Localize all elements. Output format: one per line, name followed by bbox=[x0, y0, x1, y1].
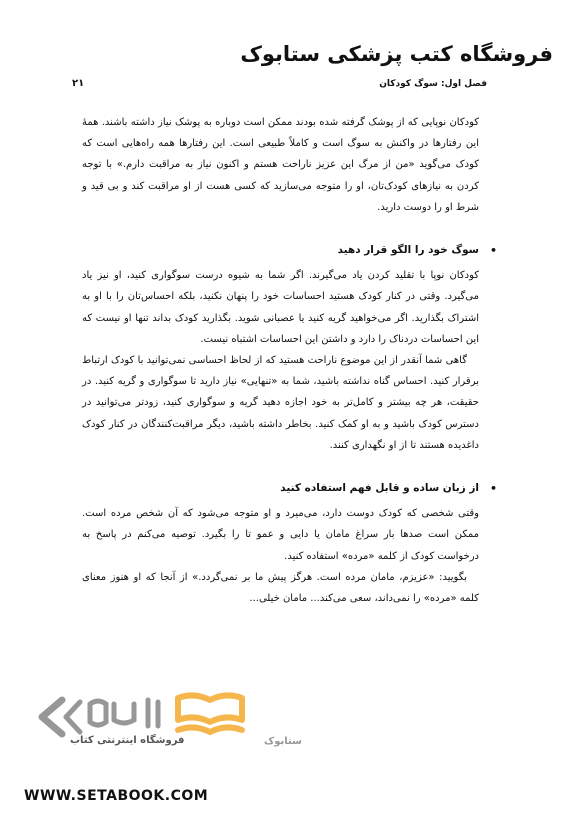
paragraph: وقتی شخصی که کودک دوست دارد، می‌میرد و او متوجه می‌شود که آن شخص مرده است. ممکن است صدها بار سراغ مامان یا دایی و عمو تا را بگیرد. توصیه می‌کنم در پاسخ به درخواست کودک از کلمه «مرده» استفاده کنید. bbox=[82, 508, 479, 562]
bullet-icon: • bbox=[489, 482, 497, 496]
watermark-tagline: فروشگاه اینترنتی کتاب bbox=[70, 735, 185, 746]
page-body bbox=[82, 112, 497, 609]
store-title: فروشگاه کتب پزشکی ستابوک bbox=[240, 42, 553, 66]
section-heading-text: سوگ خود را الگو قرار دهید bbox=[337, 244, 479, 257]
paragraph: کودکان نوپا با تقلید کردن یاد می‌گیرند. اگر شما به شیوه درست سوگواری کنید، او نیز یاد می‌گیرد. وقتی در کنار کودک هستید احساسات خود را پنهان نکنید، بلکه احساس‌تان را با او به اشتراک بگذارید. اگر می‌خواهید گریه کنید یا عصبانی شوید. بگذارید کودک بداند تنها او نیست که این احساسات دردناک را دارد و داشتن این احساسات اشتباه نیست. bbox=[82, 270, 479, 345]
section-heading bbox=[82, 240, 497, 261]
paragraph: بگویید: «عزیزم، مامان مرده است. هرگز پیش ما بر نمی‌گردد.» از آنجا که او هنوز معنای کلمه «مرده» را نمی‌داند، سعی می‌کند... مامان خیلی... bbox=[82, 571, 479, 605]
chapter-title: فصل اول: سوگ کودکان bbox=[379, 78, 487, 89]
paragraph: گاهی شما آنقدر از این موضوع ناراحت هستید که از لحاظ احساسی نمی‌توانید با کودک ارتباط برقرار کنید. احساس گناه نداشته باشید، شما به «تنهایی» نیاز دارید تا سوگواری و گریه کنید. در حقیقت، هر چه بیشتر و کامل‌تر به خود اجازه دهید گریه و سوگواری کنید، زودتر می‌توانید در دسترس کودک باشید و به او کمک کنید. بخاطر داشته باشید، دیگر مراقبت‌کنندگان در کنار کودک داغدیده هستند تا از او نگهداری کنند. bbox=[82, 355, 479, 451]
bullet-icon: • bbox=[489, 244, 497, 258]
page-number: ۲۱ bbox=[72, 78, 85, 89]
paragraph: کودکان نوپایی که از پوشک گرفته شده بودند ممکن است دوباره به پوشک نیاز داشته باشند. همهٔ این رفتارها در واکنش به سوگ است و کاملاً طبیعی است. این رفتارها همه راه‌هایی است که کودک می‌گوید «من از مرگ این عزیز ناراحت هستم و اکنون نیاز به مراقبت دارم.» با توجه کردن به نیازهای کودک‌تان، او را متوجه می‌سازید که کسی هست از او مراقبت کند و بی قید و شرط او را دوست دارید. bbox=[82, 117, 479, 213]
logo-wordmark: ستابوک bbox=[264, 736, 302, 747]
section-heading-text: از زبان ساده و قابل فهم استفاده کنید bbox=[280, 482, 479, 495]
footer-website: WWW.SETABOOK.COM bbox=[24, 788, 209, 804]
running-head bbox=[72, 78, 487, 89]
section-heading bbox=[82, 478, 497, 499]
